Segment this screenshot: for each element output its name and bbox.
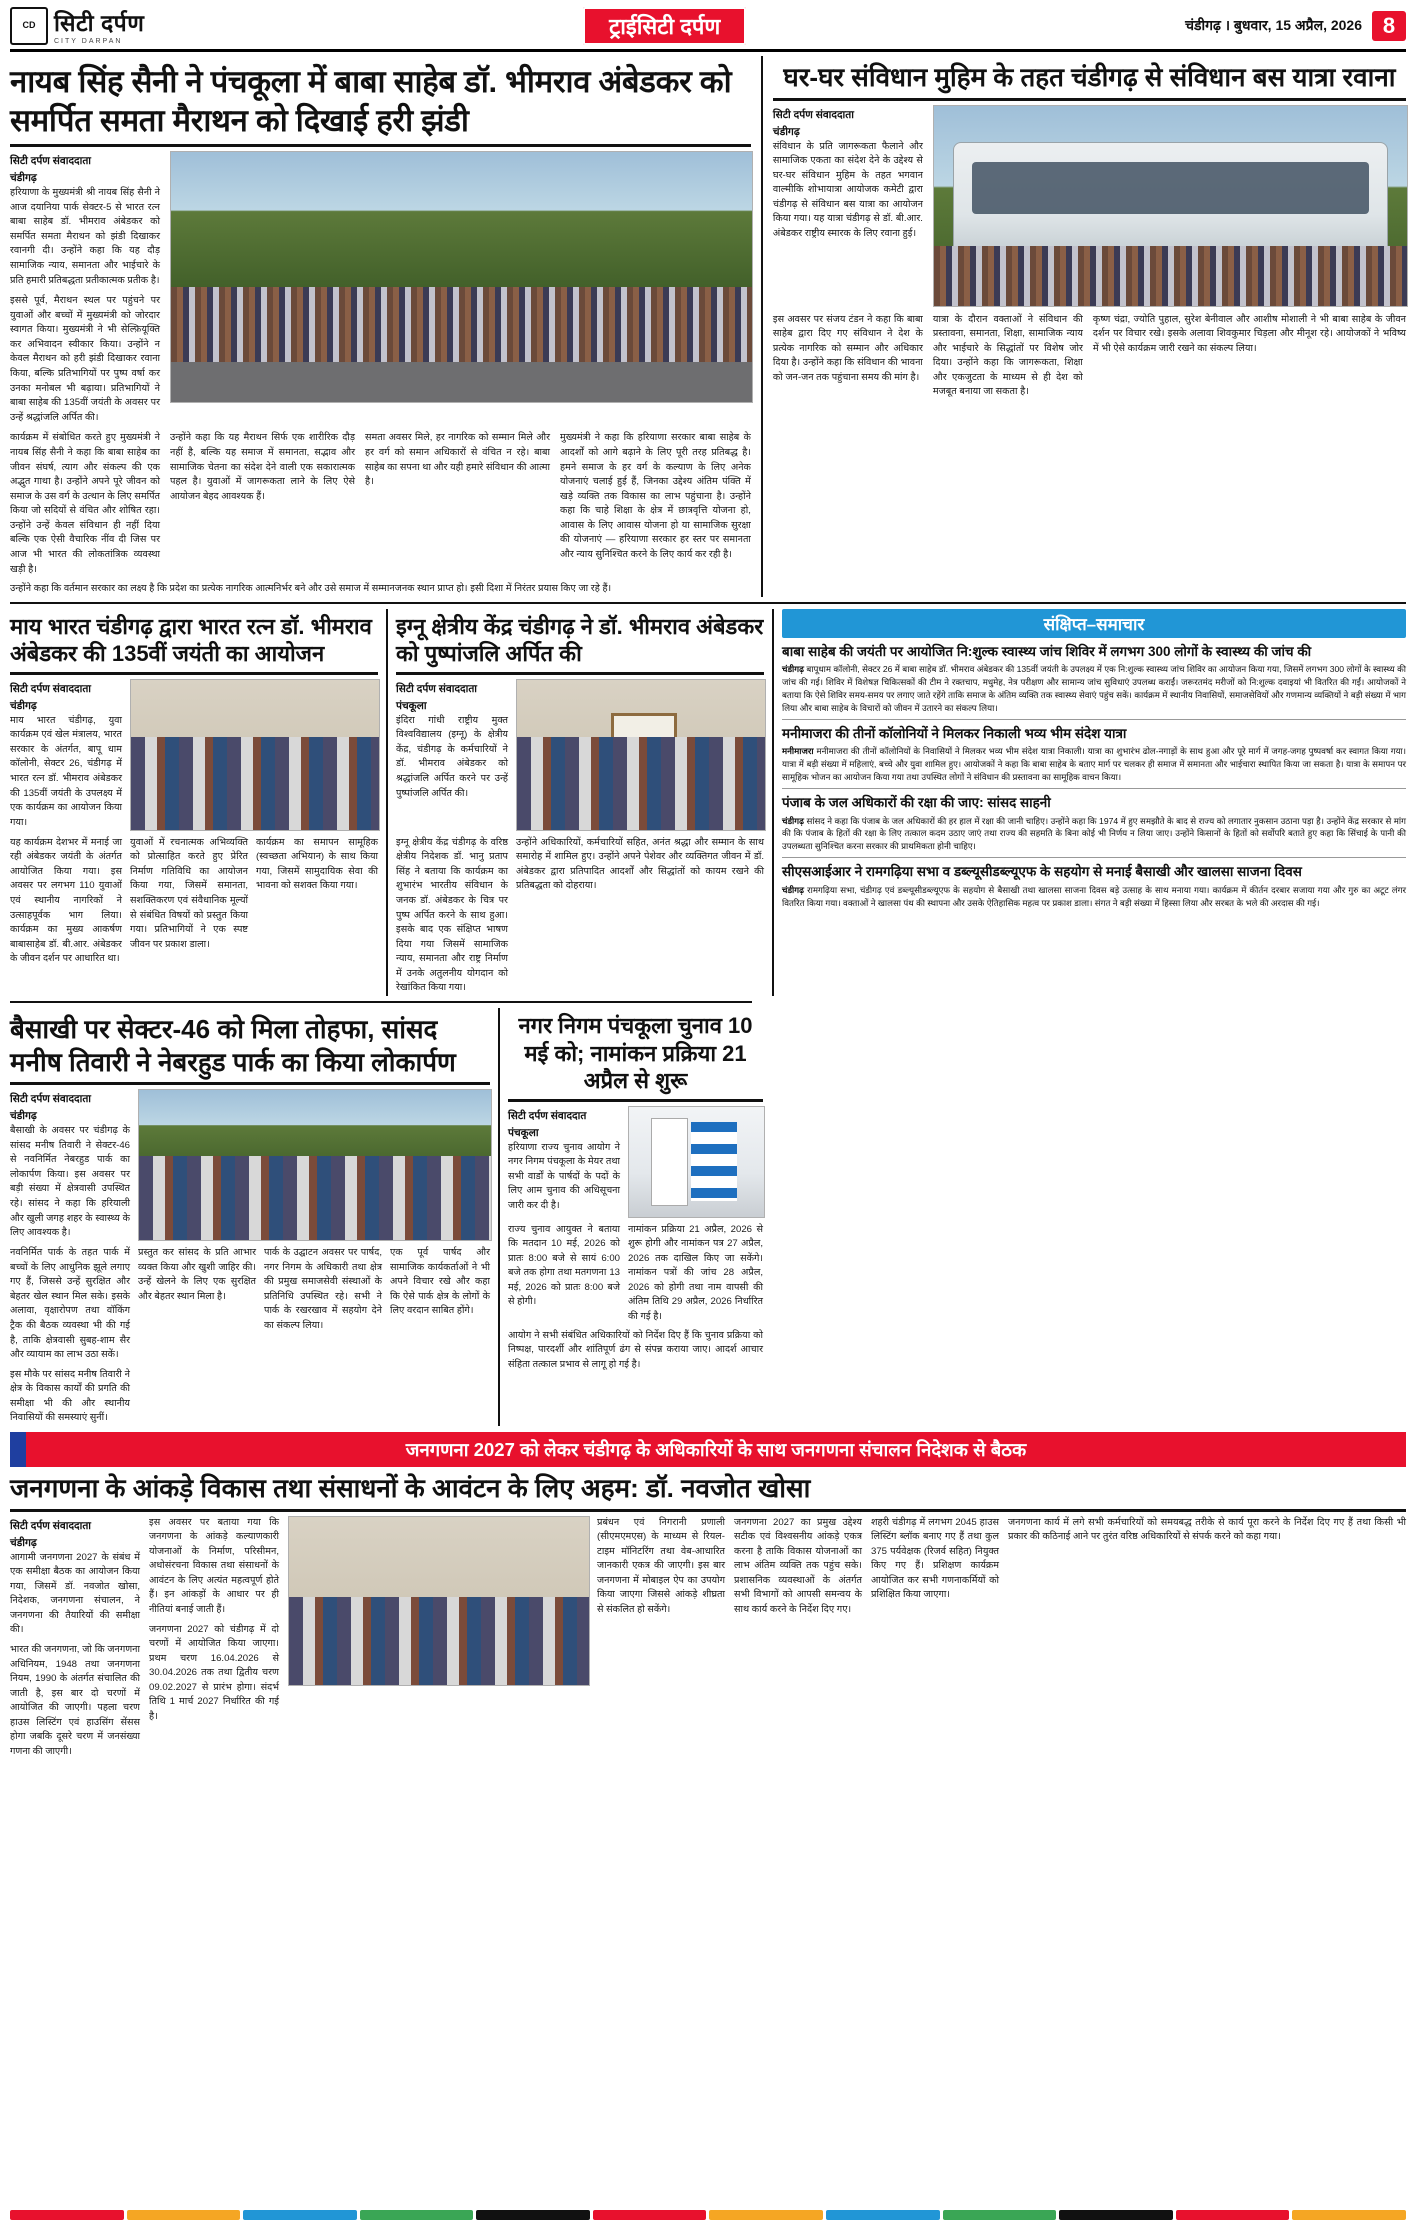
my-bharat-dateline: चंडीगढ़ (10, 699, 37, 712)
bus-headline: घर-घर संविधान मुहिम के तहत चंडीगढ़ से संविधान बस यात्रा रवाना (783, 62, 1396, 92)
bus-byline: सिटी दर्पण संवाददाता (772, 108, 854, 121)
park-para-2: नवनिर्मित पार्क के तहत पार्क में बच्चों के लिए आधुनिक झूले लगाए गए हैं, जिससे उन्हें सुरक्षित और बेहतर खेल स्थान मिल सके। इसके अलावा, वृक्षारोपण तथा वॉकिंग ट्रैक की बैठक व्यवस्था भी की गई है, ताकि क्षेत्रवासी सुबह-शाम सैर और व्यायाम का लाभ उठा सकें। (10, 1247, 130, 1361)
park-headline: बैसाखी पर सेक्टर-46 को मिला तोहफा, सांसद मनीष तिवारी ने नेबरहुड पार्क का किया लोकार्पण (10, 1014, 456, 1077)
lead-headline: नायब सिंह सैनी ने पंचकूला में बाबा साहेब डॉ. भीमराव अंबेडकर को समर्पित समता मैराथन को दिखाई हरी झंडी (10, 64, 732, 139)
column-divider-3 (772, 609, 774, 996)
mc-election-story (508, 1008, 763, 1426)
my-bharat-para-1: माय भारत चंडीगढ़, युवा कार्यक्रम एवं खेल मंत्रालय, भारत सरकार के अंतर्गत, बापू धाम कॉलोनी, सेक्टर 26, चंडीगढ़ में भारत रत्न डॉ. भीमराव अंबेडकर की 135वीं जयंती के उपलक्ष्य में एक कार्यक्रम का आयोजन किया गया। (10, 714, 122, 828)
lead-para-6: मुख्यमंत्री ने कहा कि हरियाणा सरकार बाबा साहेब के आदर्शों को आगे बढ़ाने के लिए पूरी तरह प्रतिबद्ध है। हमने समाज के हर वर्ग के कल्याण के लिए अनेक योजनाएं चलाई हुई हैं, जिनका उद्देश्य अंतिम पंक्ति में खड़े व्यक्ति तक विकास का लाभ पहुंचाना है। उन्होंने कहा कि चाहे शिक्षा के क्षेत्र में छात्रवृत्ति योजना हो, आवास के लिए आवास योजना हो या सामाजिक सुरक्षा की योजनाएं — हरियाणा सरकार हर स्तर पर समानता और न्याय सुनिश्चित करने के लिए कार्य कर रही है। (560, 432, 751, 560)
census-para-8: जनगणना कार्य में लगे सभी कर्मचारियों को समयबद्ध तरीके से कार्य पूरा करने के निर्देश दिए गए हैं तथा किसी भी प्रकार की कठिनाई आने पर तुरंत वरिष्ठ अधिकारियों से संपर्क करने को कहा गया। (1008, 1516, 1406, 1543)
ignou-byline: सिटी दर्पण संवाददाता (396, 682, 478, 695)
lead-para-7: उन्होंने कहा कि वर्तमान सरकार का लक्ष्य है कि प्रदेश का प्रत्येक नागरिक आत्मनिर्भर बने और उसे समाज में सम्मानजनक स्थान प्राप्त हो। इसी दिशा में निरंतर प्रयास किए जा रहे हैं। (10, 583, 612, 595)
short-news-body-1: चंडीगढ़ बापूधाम कॉलोनी, सेक्टर 26 में बाबा साहेब डॉ. भीमराव अंबेडकर की 135वीं जयंती के उपलक्ष्य में एक नि:शुल्क स्वास्थ्य जांच शिविर का आयोजन किया गया, जिसमें लगभग 300 लोगों के स्वास्थ्य की जांच की गई। शिविर में विशेषज्ञ चिकित्सकों की टीम ने रक्तचाप, मधुमेह, नेत्र परीक्षण और सामान्य जांच सुविधाएं उपलब्ध कराईं। जरूरतमंद मरीजों को नि:शुल्क दवाइयां भी वितरित की गईं। आयोजकों ने बताया कि ऐसे शिविर समय-समय पर लगाए जाते रहेंगे ताकि समाज के अंतिम व्यक्ति तक स्वास्थ्य सेवाएं पहुंच सकें। कार्यक्रम में स्थानीय निवासियों, समाजसेवियों और गणमान्य व्यक्तियों ने बड़ी संख्या में भाग लिया और बाबा साहेब के विचारों को जीवन में उतारने का संकल्प लिया। (782, 664, 1407, 713)
park-para-3: इस मौके पर सांसद मनीष तिवारी ने क्षेत्र के विकास कार्यों की प्रगति की समीक्षा भी की और स्थानीय निवासियों की समस्याएं सुनीं। (10, 1368, 130, 1424)
bus-para-2: इस अवसर पर संजय टंडन ने कहा कि बाबा साहेब द्वारा दिए गए संविधान ने देश के प्रत्येक नागरिक को सम्मान और अधिकार दिया है। उन्होंने कहा कि संविधान की भावना को जन-जन तक पहुंचाना समय की मांग है। (772, 313, 923, 383)
bus-para-4: कृष्ण चंद्रा, ज्योति पुहाल, सुरेश बेनीवाल और आशीष मोशाली ने भी बाबा साहेब के जीवन दर्शन पर विचार रखे। इसके अलावा शिवकुमार चिड़ला और मीनूश रहे। आयोजकों ने भविष्य में भी ऐसे कार्यक्रम जारी रखने का संकल्प लिया। (1092, 313, 1406, 354)
short-news-item (782, 643, 1406, 715)
short-news-rail (782, 609, 1406, 996)
my-bharat-story (10, 609, 378, 996)
page-number: 8 (1372, 11, 1406, 41)
column-divider (761, 56, 763, 597)
bus-para-3: यात्रा के दौरान वक्ताओं ने संविधान की प्रस्तावना, समानता, शिक्षा, सामाजिक न्याय और भाईचारे के सिद्धांतों पर विशेष जोर दिया। उन्होंने कहा कि जागरूकता, शिक्षा और एकजुटता के माध्यम से ही देश को मजबूत बनाया जा सकता है। (932, 313, 1083, 398)
census-para-3: इस अवसर पर बताया गया कि जनगणना के आंकड़े कल्याणकारी योजनाओं के निर्माण, परिसीमन, अधोसंरचना विकास तथा संसाधनों के आवंटन के लिए अत्यंत महत्वपूर्ण होते हैं। इन आंकड़ों के आधार पर ही नीतियां बनाई जाती हैं। (149, 1516, 279, 1615)
short-news-title-2: मनीमाजरा की तीनों कॉलोनियों ने मिलकर निकाली भव्य भीम संदेश यात्रा (782, 725, 1127, 741)
census-strap-bar (10, 1432, 1406, 1467)
park-byline: सिटी दर्पण संवाददाता (10, 1093, 92, 1106)
ignou-headline: इग्नू क्षेत्रीय केंद्र चंडीगढ़ ने डॉ. भीमराव अंबेडकर को पुष्पांजलि अर्पित की (396, 613, 764, 667)
lead-photo (170, 151, 753, 403)
mc-dateline: पंचकूला (508, 1126, 539, 1139)
short-news-title-4: सीएसआईआर ने रामगढ़िया सभा व डब्ल्यूसीडब्ल्यूएफ के सहयोग से मनाई बैसाखी और खालसा साजना दिवस (782, 864, 1302, 880)
short-news-body-4: चंडीगढ़ रामगढ़िया सभा, चंडीगढ़ एवं डब्ल्यूसीडब्ल्यूएफ के सहयोग से बैसाखी तथा खालसा साजना दिवस बड़े उत्साह के साथ मनाया गया। कार्यक्रम में कीर्तन दरबार सजाया गया और गुरु का अटूट लंगर वितरित किया गया। वक्ताओं ने खालसा पंथ की स्थापना और उसके ऐतिहासिक महत्व पर प्रकाश डाला। संगत ने बड़ी संख्या में हिस्सा लिया और सरबत के भले की अरदास की गई। (782, 884, 1406, 908)
my-bharat-para-2: यह कार्यक्रम देशभर में मनाई जा रही अंबेडकर जयंती के अंतर्गत आयोजित किया गया। इस अवसर पर लगभग 110 युवाओं एवं स्थानीय नागरिकों ने उत्साहपूर्वक भाग लिया। कार्यक्रम का मुख्य आकर्षण बाबासाहेब डॉ. बी.आर. अंबेडकर के जीवन दर्शन पर आधारित था। (10, 836, 122, 965)
short-news-dateline-3: चंडीगढ़ (782, 815, 804, 826)
census-byline: सिटी दर्पण संवाददाता (10, 1519, 92, 1532)
census-photo (288, 1516, 590, 1686)
section-rule-1 (10, 602, 1406, 604)
short-news-dateline-1: चंडीगढ़ (782, 664, 804, 675)
census-para-5: प्रबंधन एवं निगरानी प्रणाली (सीएमएमएस) के माध्यम से रियल-टाइम मॉनिटरिंग तथा वेब-आधारित जानकारी एकत्र की जाएगी। इस बार जनगणना में मोबाइल ऐप का उपयोग किया जाएगा जिससे आंकड़े शीघ्रता से संकलित हो सकेंगे। (597, 1516, 725, 1615)
short-news-dateline-2: मनीमाजरा (782, 746, 814, 757)
publication-name: सिटी दर्पण (54, 10, 145, 36)
lead-story (10, 56, 751, 597)
census-para-1: आगामी जनगणना 2027 के संबंध में एक समीक्षा बैठक का आयोजन किया गया, जिसमें डॉ. नवजोत खोसा, निदेशक, जनगणना संचालन, ने जनगणना की तैयारियों की समीक्षा की। (10, 1551, 140, 1636)
short-news-body-3: चंडीगढ़ सांसद ने कहा कि पंजाब के जल अधिकारों की हर हाल में रक्षा की जानी चाहिए। उन्होंने कहा कि 1974 में हुए समझौते के बाद से राज्य को लगातार नुकसान उठाना पड़ा है। उन्होंने केंद्र सरकार से मांग की कि पंजाब के हितों की रक्षा के लिए तत्काल कदम उठाए जाएं तथा राज्य की सहमति के बिना कोई भी निर्णय न लिया जाए। उन्होंने किसानों के हितों को सर्वोपरि बताते हुए कहा कि सिंचाई के पानी की उपलब्धता सुनिश्चित करना सरकार की प्राथमिकता होनी चाहिए। (782, 815, 1406, 852)
ignou-para-1: इंदिरा गांधी राष्ट्रीय मुक्त विश्वविद्यालय (इग्नू) के क्षेत्रीय केंद्र, चंडीगढ़ के कर्मचारियों ने डॉ. भीमराव अंबेडकर को श्रद्धांजलि अर्पित करने पर उन्हें पुष्पांजलि अर्पित की। (396, 714, 508, 799)
bus-dateline: चंडीगढ़ (772, 125, 800, 138)
edition-info (1185, 11, 1406, 41)
section-band-wrap (583, 7, 746, 45)
section-band: ट्राईसिटी दर्पण (583, 7, 746, 45)
mc-para-2: राज्य चुनाव आयुक्त ने बताया कि मतदान 10 मई, 2026 को प्रातः 8:00 बजे से सायं 6:00 बजे तक होगा तथा मतगणना 13 मई, 2026 को प्रातः 8:00 बजे से होगी। (508, 1223, 620, 1308)
short-news-title: संक्षिप्त–समाचार (782, 609, 1406, 638)
lead-para-1: हरियाणा के मुख्यमंत्री श्री नायब सिंह सैनी ने आज दयानिया पार्क सेक्टर-5 से भारत रत्न बाबा साहेब डॉ. भीमराव अंबेडकर को समर्पित समता मैराथन को झंडी दिखाकर रवानगी दी। उन्होंने कहा कि यह दौड़ सामाजिक न्याय, समानता और भाईचारे के प्रति हमारी प्रतिबद्धता प्रतीकात्मक प्रतीक है। (10, 187, 160, 286)
mc-para-1: हरियाणा राज्य चुनाव आयोग ने नगर निगम पंचकूला के मेयर तथा सभी वार्डों के पार्षदों के पदों के लिए आम चुनाव की अधिसूचना जारी कर दी है। (508, 1141, 620, 1211)
my-bharat-byline: सिटी दर्पण संवाददाता (10, 682, 92, 695)
short-news-item (782, 725, 1406, 784)
ignou-para-3: उन्होंने अधिकारियों, कर्मचारियों सहित, अनंत श्रद्धा और सम्मान के साथ समारोह में शामिल हुए। उन्होंने अपने पेशेवर और व्यक्तिगत जीवन में डॉ. अंबेडकर द्वारा प्रतिपादित आदर्शों और सिद्धांतों को कायम रखने की प्रतिबद्धता को दोहराया। (516, 836, 764, 892)
mc-para-4: आयोग ने सभी संबंधित अधिकारियों को निर्देश दिए हैं कि चुनाव प्रक्रिया को निष्पक्ष, पारदर्शी और शांतिपूर्ण ढंग से संपन्न कराया जाए। आदर्श आचार संहिता तत्काल प्रभाव से लागू हो गई है। (508, 1329, 763, 1370)
short-news-title-1: बाबा साहेब की जयंती पर आयोजित नि:शुल्क स्वास्थ्य जांच शिविर में लगभग 300 लोगों के स्वास्थ्य की जांच की (782, 643, 1312, 659)
registration-color-bar (10, 2210, 1406, 2220)
my-bharat-para-4: कार्यक्रम का समापन सामूहिक (स्वच्छता अभियान) के साथ किया गया, जिसमें सामुदायिक सेवा की भावना को सशक्त किया गया। (256, 836, 378, 892)
evm-photo (628, 1106, 765, 1218)
mc-para-3: नामांकन प्रक्रिया 21 अप्रैल, 2026 से शुरू होगी और नामांकन पत्र 27 अप्रैल, 2026 तक दाखिल किए जा सकेंगे। नामांकन पत्रों की जांच 28 अप्रैल, 2026 को होगी तथा नाम वापसी की अंतिम तिथि 29 अप्रैल, 2026 निर्धारित की गई है। (628, 1223, 763, 1323)
ignou-para-2: इग्नू क्षेत्रीय केंद्र चंडीगढ़ के वरिष्ठ क्षेत्रीय निदेशक डॉ. भानु प्रताप सिंह ने बताया कि कार्यक्रम का शुभारंभ भारतीय संविधान के जनक डॉ. अंबेडकर के चित्र पर पुष्प अर्पित करने के साथ हुआ। इसके बाद एक संक्षिप्त भाषण दिया गया जिसमें सामाजिक न्याय, समानता और राष्ट्र निर्माण में उनके अतुलनीय योगदान को रेखांकित किया गया। (396, 836, 508, 994)
ignou-dateline: पंचकूला (396, 699, 427, 712)
short-news-dateline-4: चंडीगढ़ (782, 884, 804, 895)
bottom-band (10, 1008, 1406, 1426)
bus-headline-rule (773, 98, 1406, 101)
edition-date: चंडीगढ़ । बुधवार, 15 अप्रैल, 2026 (1185, 17, 1362, 33)
column-divider-4 (498, 1008, 500, 1426)
census-story (10, 1516, 1406, 1760)
top-section (10, 56, 1406, 597)
park-story (10, 1008, 490, 1426)
mc-election-headline: नगर निगम पंचकूला चुनाव 10 मई को; नामांकन प्रक्रिया 21 अप्रैल से शुरू (518, 1013, 753, 1094)
short-news-item (782, 794, 1406, 853)
ignou-story (396, 609, 764, 996)
park-para-1: बैसाखी के अवसर पर चंडीगढ़ के सांसद मनीष तिवारी ने सेक्टर-46 से नवनिर्मित नेबरहुड पार्क का लोकार्पण किया। इस अवसर पर बड़ी संख्या में क्षेत्रवासी उपस्थित रहे। सांसद ने कहा कि हरियाली और खुली जगह शहर के स्वास्थ्य के लिए आवश्यक है। (10, 1125, 130, 1239)
census-para-6: जनगणना 2027 का प्रमुख उद्देश्य सटीक एवं विश्वसनीय आंकड़े एकत्र करना है ताकि विकास योजनाओं का लाभ अंतिम व्यक्ति तक पहुंच सके। प्रशासनिक व्यवस्थाओं के अंतर्गत सभी विभागों को आपसी समन्वय के साथ कार्य करने के निर्देश दिए गए। (734, 1516, 862, 1615)
park-para-5: पार्क के उद्घाटन अवसर पर पार्षद, नगर निगम के अधिकारी तथा क्षेत्र की प्रमुख समाजसेवी संस्थाओं के प्रतिनिधि उपस्थित रहे। सभी ने पार्क के रखरखाव में सहयोग देने का संकल्प लिया। (264, 1247, 382, 1331)
strap-accent-block (10, 1432, 26, 1467)
my-bharat-photo (130, 679, 380, 831)
section-rule-2 (10, 1001, 752, 1003)
short-news-title-3: पंजाब के जल अधिकारों की रक्षा की जाए: सांसद साहनी (782, 795, 1051, 811)
census-para-4: जनगणना 2027 को चंडीगढ़ में दो चरणों में आयोजित किया जाएगा। प्रथम चरण 16.04.2026 से 30.04.2026 तक तथा द्वितीय चरण 09.02.2027 से प्रारंभ होगा। संदर्भ तिथि 1 मार्च 2027 निर्धारित की गई है। (149, 1623, 279, 1723)
headline-rule (10, 144, 751, 147)
middle-band (10, 609, 1406, 996)
lead-para-3: कार्यक्रम में संबोधित करते हुए मुख्यमंत्री ने नायब सिंह सैनी ने कहा कि बाबा साहेब का जीवन संघर्ष, त्याग और संकल्प की एक अद्भुत गाथा है। उन्होंने अपने पूरे जीवन को समाज के उस वर्ग के उत्थान के लिए समर्पित किया जो सदियों से वंचित और शोषित रहा। उन्होंने उन्हें केवल संविधान ही नहीं दिया बल्कि एक ऐसी वैचारिक नींव दी जिस पर आज भी भारत की लोकतांत्रिक व्यवस्था खड़ी है। (10, 432, 161, 575)
constitution-bus-story (773, 56, 1406, 597)
short-news-body-2: मनीमाजरा मनीमाजरा की तीनों कॉलोनियों के निवासियों ने मिलकर भव्य भीम संदेश यात्रा निकाली। यात्रा का शुभारंभ ढोल-नगाड़ों के साथ हुआ और पूरे मार्ग में जगह-जगह पुष्पवर्षा कर स्वागत किया गया। यात्रा में बड़ी संख्या में महिलाएं, बच्चे और युवा शामिल हुए। आयोजकों ने कहा कि बाबा साहेब के बताए मार्ग पर चलकर ही समाज में समानता और भाईचारा स्थापित किया जा सकता है। यात्रा के समापन पर सामूहिक भोजन का आयोजन किया गया तथा उपस्थित लोगों ने संविधान की प्रस्तावना का सामूहिक वाचन किया। (782, 746, 1407, 783)
column-divider-2 (386, 609, 388, 996)
census-para-7: शहरी चंडीगढ़ में लगभग 2045 हाउस लिस्टिंग ब्लॉक बनाए गए हैं तथा कुल 375 पर्यवेक्षक (रिजर्व सहित) नियुक्त किए गए हैं। प्रशिक्षण कार्यक्रम आयोजित कर सभी गणनाकर्मियों को प्रशिक्षित किया जाएगा। (871, 1516, 999, 1601)
publication-logo (10, 6, 144, 45)
census-strap: जनगणना 2027 को लेकर चंडीगढ़ के अधिकारियों के साथ जनगणना संचालन निदेशक से बैठक (26, 1432, 1406, 1467)
park-para-6: एक पूर्व पार्षद और सामाजिक कार्यकर्ताओं ने भी अपने विचार रखे और कहा कि ऐसे पार्क क्षेत्र के लोगों के लिए वरदान साबित होंगे। (390, 1247, 490, 1317)
mc-byline: सिटी दर्पण संवाददात (508, 1109, 587, 1122)
logo-mark-icon: CD (10, 7, 48, 45)
park-para-4: प्रस्तुत कर सांसद के प्रति आभार व्यक्त किया और खुशी जाहिर की। उन्हें खेलने के लिए एक सुरक्षित और बेहतर स्थान मिला है। (138, 1247, 256, 1302)
lead-para-2: इससे पूर्व, मैराथन स्थल पर पहुंचने पर युवाओं और बच्चों में मुख्यमंत्री को जोरदार स्वागत किया। मुख्यमंत्री ने भी सेल्फ़ियूक्ति कर अभिवादन स्वीकार किया। उन्होंने न केवल मैराथन को हरी झंडी दिखाकर रवाना किया, बल्कि प्रतिभागियों पर पुष्प वर्षा कर उनका मनोबल भी बढ़ाया। प्रतिभागियों ने बाबा साहेब की 135वीं जयंती के अवसर पर उन्हें श्रद्धांजलि अर्पित की। (10, 295, 160, 423)
masthead (10, 6, 1406, 52)
publication-name-latin: CITY DARPAN (54, 38, 123, 45)
my-bharat-para-3: युवाओं में रचनात्मक अभिव्यक्ति को प्रोत्साहित करते हुए प्रेरित निर्माण गतिविधि का आयोजन किया गया, जिसमें समानता, सशक्तिकरण एवं संवैधानिक मूल्यों से संबंधित विषयों को प्रस्तुत किया गया। प्रतिभागियों ने एक स्पष्ट जीवन पर प्रकाश डाला। (130, 836, 248, 950)
census-dateline: चंडीगढ़ (10, 1536, 37, 1549)
park-dateline: चंडीगढ़ (10, 1110, 37, 1123)
lead-byline: सिटी दर्पण संवाददाता (10, 155, 92, 168)
lead-para-4: उन्होंने कहा कि यह मैराथन सिर्फ एक शारीरिक दौड़ नहीं है, बल्कि यह समाज में समानता, सद्भाव और सामाजिक चेतना का संदेश देने वाली एक सकारात्मक पहल है। युवाओं में जागरूकता लाने के लिए ऐसे आयोजन बेहद आवश्यक हैं। (170, 432, 355, 502)
census-para-2: भारत की जनगणना, जो कि जनगणना अधिनियम, 1948 तथा जनगणना नियम, 1990 के अंतर्गत संचालित की जाती है, इस बार दो चरणों में आयोजित की जाएगी। पहला चरण हाउस लिस्टिंग एवं हाउसिंग सेंसस होगा जबकि दूसरे चरण में जनसंख्या गणना की जाएगी। (10, 1643, 140, 1758)
ignou-photo (516, 679, 766, 831)
lead-dateline: चंडीगढ़ (10, 172, 37, 185)
my-bharat-headline: माय भारत चंडीगढ़ द्वारा भारत रत्न डॉ. भीमराव अंबेडकर की 135वीं जयंती का आयोजन (10, 613, 372, 667)
bus-photo (933, 105, 1408, 307)
lead-para-5: समता अवसर मिले, हर नागरिक को सम्मान मिले और हर वर्ग को समान अधिकारों से वंचित न रहे। बाबा साहेब का सपना था और यही हमारे संविधान की आत्मा है। (365, 432, 550, 488)
park-photo (138, 1089, 492, 1241)
short-news-item (782, 863, 1406, 909)
bus-para-1: संविधान के प्रति जागरूकता फैलाने और सामाजिक एकता का संदेश देने के उद्देश्य से घर-घर संविधान मुहिम के तहत भगवान वाल्मीकि शोभायात्रा आयोजक कमेटी द्वारा चंडीगढ़ से संविधान बस यात्रा का आयोजन किया गया। यह यात्रा चंडीगढ़ से डॉ. बी.आर. अंबेडकर राष्ट्रीय स्मारक के लिए रवाना हुई। (772, 140, 923, 239)
census-headline: जनगणना के आंकड़े विकास तथा संसाधनों के आवंटन के लिए अहम: डॉ. नवजोत खोसा (10, 1473, 811, 1503)
